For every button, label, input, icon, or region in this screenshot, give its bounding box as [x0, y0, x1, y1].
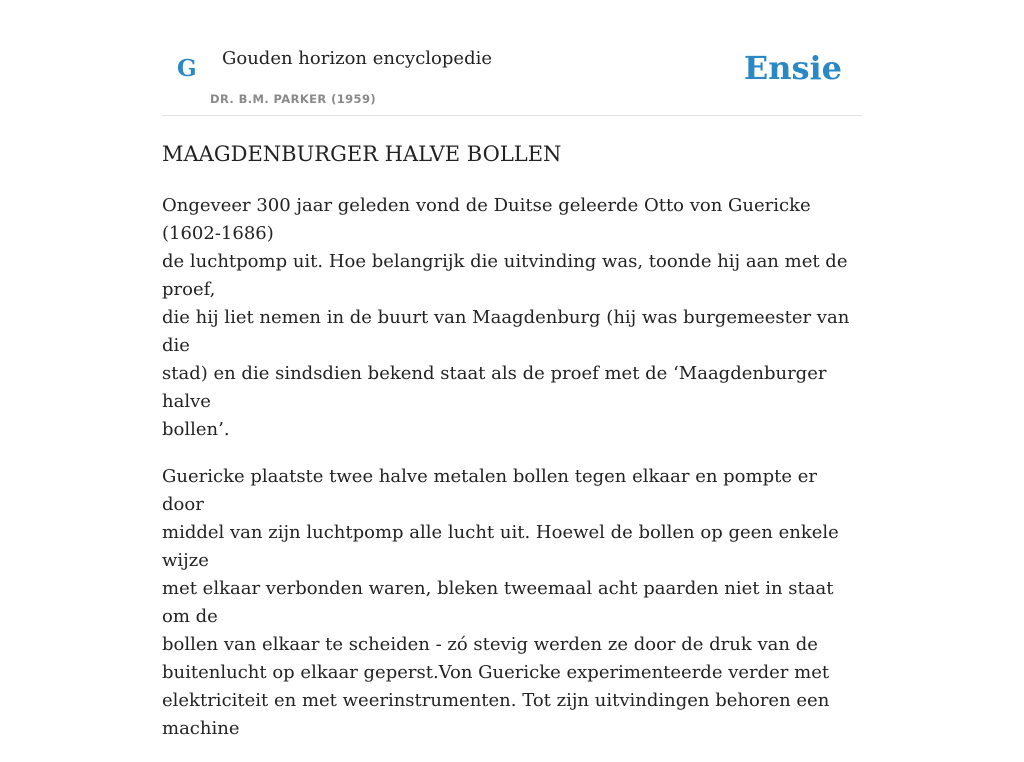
source-header	[162, 40, 862, 116]
article-body	[162, 192, 862, 762]
article-title: MAAGDENBURGER HALVE BOLLEN	[162, 142, 562, 166]
ensie-logo-link[interactable]: Ensie	[743, 49, 842, 87]
article-paragraph-2: Guericke plaatste twee halve metalen bollen tegen elkaar en pompte er door middel van zijn luchtpomp alle lucht uit. Hoewel de bollen op geen enkele wijze met elkaar verbonden waren, bleken tweemaal acht paarden niet in staat om de bollen van elkaar te scheiden - zó stevig werden ze door de druk van de buitenlucht op elkaar geperst.Von Guericke experimenteerde verder met elektriciteit en met weerinstrumenten. Tot zijn uitvindingen behoren een machine	[162, 466, 839, 739]
source-book-title[interactable]: Gouden horizon encyclopedie	[222, 48, 492, 69]
article-paragraph-1: Ongeveer 300 jaar geleden vond de Duitse geleerde Otto von Guericke (1602-1686) de luchtpomp uit. Hoe belangrijk die uitvinding was, toonde hij aan met de proef, die hij liet nemen in de buurt van Maagdenburg (hij was burgemeester van die stad) en die sindsdien bekend staat als de proef met de ‘Maagdenburger halve bollen’.	[162, 195, 850, 440]
source-author: DR. B.M. PARKER (1959)	[210, 92, 377, 106]
source-logo-link[interactable]: G	[177, 55, 197, 82]
